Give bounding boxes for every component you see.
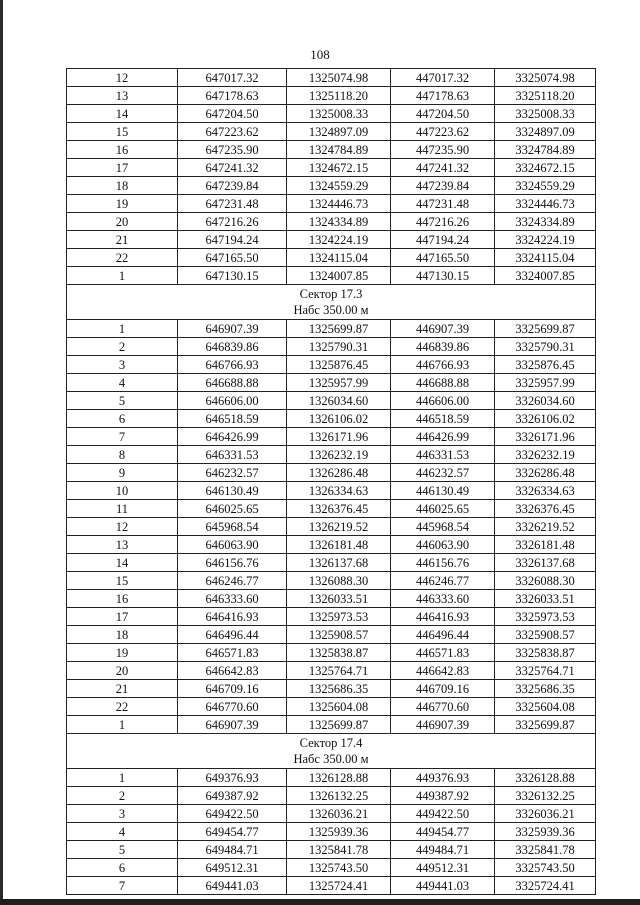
table-row <box>67 626 596 644</box>
x-local-cell: 647235.90 <box>178 141 287 159</box>
y-local-cell: 1326334.63 <box>287 482 391 500</box>
x-cell: 447241.32 <box>391 159 495 177</box>
y-local-cell: 1326033.51 <box>287 590 391 608</box>
point-number-cell: 5 <box>67 841 178 859</box>
y-cell: 3325699.87 <box>495 320 596 338</box>
y-local-cell: 1325008.33 <box>287 105 391 123</box>
x-cell: 449484.71 <box>391 841 495 859</box>
y-local-cell: 1324559.29 <box>287 177 391 195</box>
table-row <box>67 716 596 734</box>
point-number-cell: 20 <box>67 662 178 680</box>
point-number-cell: 3 <box>67 356 178 374</box>
scan-edge-bottom <box>0 899 640 905</box>
table-row <box>67 356 596 374</box>
x-local-cell: 646496.44 <box>178 626 287 644</box>
x-local-cell: 645968.54 <box>178 518 287 536</box>
section-title: Сектор 17.4 <box>299 736 363 750</box>
x-local-cell: 649441.03 <box>178 877 287 895</box>
y-local-cell: 1325838.87 <box>287 644 391 662</box>
table-row <box>67 554 596 572</box>
point-number-cell: 14 <box>67 105 178 123</box>
table-row <box>67 249 596 267</box>
x-cell: 446907.39 <box>391 320 495 338</box>
section-header-row <box>67 285 596 320</box>
point-number-cell: 22 <box>67 249 178 267</box>
y-cell: 3326137.68 <box>495 554 596 572</box>
y-local-cell: 1325699.87 <box>287 320 391 338</box>
x-cell: 446571.83 <box>391 644 495 662</box>
x-cell: 447165.50 <box>391 249 495 267</box>
x-cell: 446416.93 <box>391 608 495 626</box>
x-local-cell: 646770.60 <box>178 698 287 716</box>
x-local-cell: 646333.60 <box>178 590 287 608</box>
y-cell: 3325939.36 <box>495 823 596 841</box>
point-number-cell: 15 <box>67 123 178 141</box>
table-row <box>67 195 596 213</box>
y-local-cell: 1325764.71 <box>287 662 391 680</box>
y-local-cell: 1324115.04 <box>287 249 391 267</box>
point-number-cell: 1 <box>67 267 178 285</box>
point-number-cell: 8 <box>67 446 178 464</box>
y-cell: 3325686.35 <box>495 680 596 698</box>
table-row <box>67 841 596 859</box>
y-cell: 3326106.02 <box>495 410 596 428</box>
x-local-cell: 646766.93 <box>178 356 287 374</box>
y-cell: 3325074.98 <box>495 69 596 87</box>
y-local-cell: 1325074.98 <box>287 69 391 87</box>
x-cell: 446246.77 <box>391 572 495 590</box>
y-local-cell: 1325957.99 <box>287 374 391 392</box>
x-local-cell: 646025.65 <box>178 500 287 518</box>
section-height: Набс 350.00 м <box>293 303 369 317</box>
scan-edge-left <box>0 0 3 905</box>
table-row <box>67 428 596 446</box>
x-cell: 447130.15 <box>391 267 495 285</box>
x-cell: 446426.99 <box>391 428 495 446</box>
point-number-cell: 7 <box>67 428 178 446</box>
x-cell: 447017.32 <box>391 69 495 87</box>
point-number-cell: 13 <box>67 536 178 554</box>
x-cell: 446063.90 <box>391 536 495 554</box>
y-cell: 3325604.08 <box>495 698 596 716</box>
y-cell: 3326033.51 <box>495 590 596 608</box>
x-cell: 449376.93 <box>391 769 495 787</box>
point-number-cell: 12 <box>67 518 178 536</box>
table-row <box>67 482 596 500</box>
x-local-cell: 646606.00 <box>178 392 287 410</box>
x-cell: 449512.31 <box>391 859 495 877</box>
x-local-cell: 646232.57 <box>178 464 287 482</box>
x-local-cell: 646571.83 <box>178 644 287 662</box>
point-number-cell: 19 <box>67 644 178 662</box>
table-row <box>67 590 596 608</box>
section-header-cell <box>67 285 596 320</box>
table-row <box>67 267 596 285</box>
table-row <box>67 338 596 356</box>
x-local-cell: 646246.77 <box>178 572 287 590</box>
point-number-cell: 9 <box>67 464 178 482</box>
x-local-cell: 646907.39 <box>178 320 287 338</box>
x-local-cell: 649512.31 <box>178 859 287 877</box>
x-cell: 446688.88 <box>391 374 495 392</box>
table-row <box>67 518 596 536</box>
point-number-cell: 1 <box>67 769 178 787</box>
point-number-cell: 13 <box>67 87 178 105</box>
y-cell: 3326128.88 <box>495 769 596 787</box>
table-row <box>67 805 596 823</box>
table-row <box>67 374 596 392</box>
table-row <box>67 680 596 698</box>
y-local-cell: 1324224.19 <box>287 231 391 249</box>
y-local-cell: 1326132.25 <box>287 787 391 805</box>
y-cell: 3324007.85 <box>495 267 596 285</box>
y-cell: 3324115.04 <box>495 249 596 267</box>
point-number-cell: 15 <box>67 572 178 590</box>
y-local-cell: 1324784.89 <box>287 141 391 159</box>
y-cell: 3326376.45 <box>495 500 596 518</box>
x-local-cell: 647239.84 <box>178 177 287 195</box>
y-local-cell: 1325973.53 <box>287 608 391 626</box>
y-cell: 3324446.73 <box>495 195 596 213</box>
y-local-cell: 1325908.57 <box>287 626 391 644</box>
x-local-cell: 649454.77 <box>178 823 287 841</box>
x-local-cell: 647017.32 <box>178 69 287 87</box>
x-local-cell: 646642.83 <box>178 662 287 680</box>
table-row <box>67 536 596 554</box>
table-row <box>67 464 596 482</box>
y-cell: 3326286.48 <box>495 464 596 482</box>
x-cell: 446770.60 <box>391 698 495 716</box>
y-local-cell: 1325724.41 <box>287 877 391 895</box>
point-number-cell: 6 <box>67 410 178 428</box>
table-row <box>67 769 596 787</box>
table-row <box>67 787 596 805</box>
x-cell: 446025.65 <box>391 500 495 518</box>
y-local-cell: 1326171.96 <box>287 428 391 446</box>
point-number-cell: 2 <box>67 787 178 805</box>
x-local-cell: 649387.92 <box>178 787 287 805</box>
y-local-cell: 1326106.02 <box>287 410 391 428</box>
x-local-cell: 649376.93 <box>178 769 287 787</box>
y-local-cell: 1326128.88 <box>287 769 391 787</box>
y-cell: 3326219.52 <box>495 518 596 536</box>
x-cell: 449454.77 <box>391 823 495 841</box>
x-cell: 446907.39 <box>391 716 495 734</box>
point-number-cell: 17 <box>67 608 178 626</box>
point-number-cell: 1 <box>67 716 178 734</box>
table-row <box>67 608 596 626</box>
point-number-cell: 16 <box>67 141 178 159</box>
section-title: Сектор 17.3 <box>299 287 363 301</box>
table-row <box>67 446 596 464</box>
y-local-cell: 1326219.52 <box>287 518 391 536</box>
page-number: 108 <box>310 47 330 62</box>
y-cell: 3325876.45 <box>495 356 596 374</box>
x-local-cell: 647204.50 <box>178 105 287 123</box>
point-number-cell: 1 <box>67 320 178 338</box>
x-local-cell: 647194.24 <box>178 231 287 249</box>
x-local-cell: 647216.26 <box>178 213 287 231</box>
x-local-cell: 647223.62 <box>178 123 287 141</box>
point-number-cell: 17 <box>67 159 178 177</box>
y-local-cell: 1326137.68 <box>287 554 391 572</box>
y-local-cell: 1325841.78 <box>287 841 391 859</box>
x-cell: 447178.63 <box>391 87 495 105</box>
table-row <box>67 320 596 338</box>
x-local-cell: 649484.71 <box>178 841 287 859</box>
point-number-cell: 5 <box>67 392 178 410</box>
section-header-row <box>67 734 596 769</box>
y-cell: 3325008.33 <box>495 105 596 123</box>
y-cell: 3326088.30 <box>495 572 596 590</box>
x-cell: 449441.03 <box>391 877 495 895</box>
x-cell: 447223.62 <box>391 123 495 141</box>
y-local-cell: 1326181.48 <box>287 536 391 554</box>
section-header-cell <box>67 734 596 769</box>
y-local-cell: 1325686.35 <box>287 680 391 698</box>
point-number-cell: 19 <box>67 195 178 213</box>
y-cell: 3325908.57 <box>495 626 596 644</box>
x-cell: 446331.53 <box>391 446 495 464</box>
y-local-cell: 1325118.20 <box>287 87 391 105</box>
y-local-cell: 1324334.89 <box>287 213 391 231</box>
table-row <box>67 123 596 141</box>
y-cell: 3325957.99 <box>495 374 596 392</box>
coordinates-table <box>66 68 596 895</box>
section-height: Набс 350.00 м <box>293 752 369 766</box>
table-row <box>67 69 596 87</box>
y-cell: 3326034.60 <box>495 392 596 410</box>
x-cell: 447239.84 <box>391 177 495 195</box>
table-row <box>67 410 596 428</box>
table-row <box>67 87 596 105</box>
x-cell: 446518.59 <box>391 410 495 428</box>
x-cell: 446709.16 <box>391 680 495 698</box>
y-cell: 3324672.15 <box>495 159 596 177</box>
y-cell: 3325743.50 <box>495 859 596 877</box>
x-cell: 447194.24 <box>391 231 495 249</box>
point-number-cell: 12 <box>67 69 178 87</box>
x-cell: 446156.76 <box>391 554 495 572</box>
x-cell: 447231.48 <box>391 195 495 213</box>
y-local-cell: 1326232.19 <box>287 446 391 464</box>
x-local-cell: 646907.39 <box>178 716 287 734</box>
x-local-cell: 647130.15 <box>178 267 287 285</box>
y-local-cell: 1326286.48 <box>287 464 391 482</box>
x-cell: 445968.54 <box>391 518 495 536</box>
x-local-cell: 646331.53 <box>178 446 287 464</box>
y-local-cell: 1325790.31 <box>287 338 391 356</box>
x-local-cell: 647231.48 <box>178 195 287 213</box>
x-local-cell: 647178.63 <box>178 87 287 105</box>
table-row <box>67 105 596 123</box>
x-local-cell: 646426.99 <box>178 428 287 446</box>
point-number-cell: 16 <box>67 590 178 608</box>
x-cell: 446766.93 <box>391 356 495 374</box>
x-cell: 446839.86 <box>391 338 495 356</box>
y-cell: 3325764.71 <box>495 662 596 680</box>
y-cell: 3325118.20 <box>495 87 596 105</box>
point-number-cell: 14 <box>67 554 178 572</box>
y-cell: 3326132.25 <box>495 787 596 805</box>
point-number-cell: 4 <box>67 374 178 392</box>
table-row <box>67 500 596 518</box>
x-local-cell: 647165.50 <box>178 249 287 267</box>
x-cell: 449422.50 <box>391 805 495 823</box>
y-local-cell: 1324672.15 <box>287 159 391 177</box>
x-cell: 446606.00 <box>391 392 495 410</box>
x-local-cell: 646063.90 <box>178 536 287 554</box>
point-number-cell: 22 <box>67 698 178 716</box>
x-local-cell: 646416.93 <box>178 608 287 626</box>
table-row <box>67 572 596 590</box>
point-number-cell: 3 <box>67 805 178 823</box>
y-local-cell: 1325939.36 <box>287 823 391 841</box>
y-local-cell: 1325604.08 <box>287 698 391 716</box>
y-cell: 3326036.21 <box>495 805 596 823</box>
x-local-cell: 646688.88 <box>178 374 287 392</box>
x-cell: 447235.90 <box>391 141 495 159</box>
x-cell: 447216.26 <box>391 213 495 231</box>
y-cell: 3325841.78 <box>495 841 596 859</box>
x-local-cell: 646156.76 <box>178 554 287 572</box>
table-row <box>67 392 596 410</box>
y-cell: 3325724.41 <box>495 877 596 895</box>
y-cell: 3326171.96 <box>495 428 596 446</box>
table-row <box>67 662 596 680</box>
x-local-cell: 646130.49 <box>178 482 287 500</box>
point-number-cell: 10 <box>67 482 178 500</box>
coordinates-table-body <box>67 69 596 895</box>
x-local-cell: 646709.16 <box>178 680 287 698</box>
table-row <box>67 177 596 195</box>
table-row <box>67 859 596 877</box>
x-cell: 446333.60 <box>391 590 495 608</box>
x-cell: 446496.44 <box>391 626 495 644</box>
x-cell: 446642.83 <box>391 662 495 680</box>
x-local-cell: 646518.59 <box>178 410 287 428</box>
y-cell: 3324559.29 <box>495 177 596 195</box>
point-number-cell: 2 <box>67 338 178 356</box>
y-local-cell: 1326376.45 <box>287 500 391 518</box>
x-cell: 446130.49 <box>391 482 495 500</box>
y-cell: 3325699.87 <box>495 716 596 734</box>
y-cell: 3325973.53 <box>495 608 596 626</box>
coordinates-table-container <box>66 68 585 895</box>
point-number-cell: 18 <box>67 177 178 195</box>
y-cell: 3324784.89 <box>495 141 596 159</box>
y-local-cell: 1324897.09 <box>287 123 391 141</box>
y-local-cell: 1325876.45 <box>287 356 391 374</box>
y-local-cell: 1326034.60 <box>287 392 391 410</box>
y-local-cell: 1325743.50 <box>287 859 391 877</box>
y-cell: 3326181.48 <box>495 536 596 554</box>
table-row <box>67 698 596 716</box>
point-number-cell: 6 <box>67 859 178 877</box>
y-local-cell: 1324007.85 <box>287 267 391 285</box>
point-number-cell: 18 <box>67 626 178 644</box>
table-row <box>67 823 596 841</box>
y-cell: 3324334.89 <box>495 213 596 231</box>
x-local-cell: 649422.50 <box>178 805 287 823</box>
table-row <box>67 231 596 249</box>
y-cell: 3324224.19 <box>495 231 596 249</box>
point-number-cell: 4 <box>67 823 178 841</box>
table-row <box>67 213 596 231</box>
y-cell: 3324897.09 <box>495 123 596 141</box>
point-number-cell: 7 <box>67 877 178 895</box>
point-number-cell: 21 <box>67 231 178 249</box>
x-cell: 446232.57 <box>391 464 495 482</box>
y-local-cell: 1326088.30 <box>287 572 391 590</box>
x-local-cell: 646839.86 <box>178 338 287 356</box>
y-cell: 3326334.63 <box>495 482 596 500</box>
y-cell: 3326232.19 <box>495 446 596 464</box>
y-local-cell: 1325699.87 <box>287 716 391 734</box>
point-number-cell: 21 <box>67 680 178 698</box>
x-cell: 447204.50 <box>391 105 495 123</box>
table-row <box>67 159 596 177</box>
y-cell: 3325790.31 <box>495 338 596 356</box>
y-local-cell: 1324446.73 <box>287 195 391 213</box>
point-number-cell: 11 <box>67 500 178 518</box>
table-row <box>67 877 596 895</box>
x-cell: 449387.92 <box>391 787 495 805</box>
y-cell: 3325838.87 <box>495 644 596 662</box>
y-local-cell: 1326036.21 <box>287 805 391 823</box>
table-row <box>67 644 596 662</box>
x-local-cell: 647241.32 <box>178 159 287 177</box>
point-number-cell: 20 <box>67 213 178 231</box>
table-row <box>67 141 596 159</box>
